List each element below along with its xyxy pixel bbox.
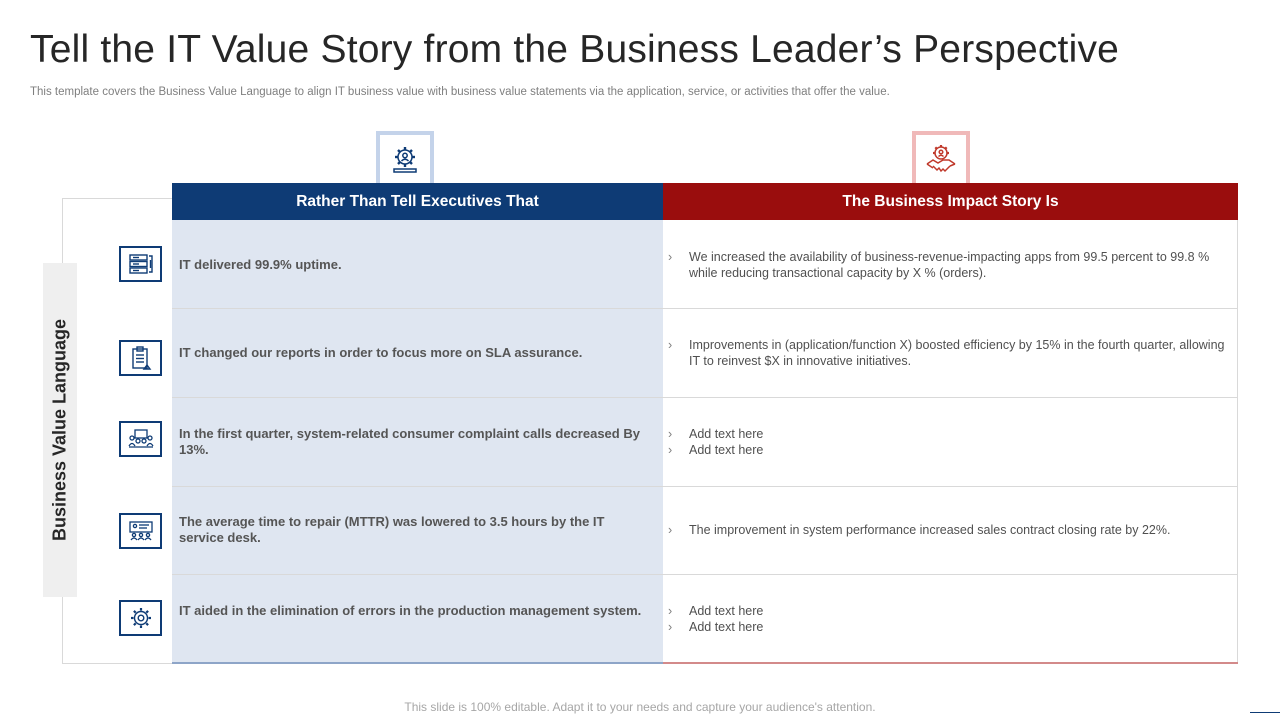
- row-divider: [172, 397, 1238, 398]
- row-2-left-text: IT changed our reports in order to focus more on SLA assurance.: [179, 345, 583, 360]
- left-column-header: Rather Than Tell Executives That: [172, 183, 663, 220]
- left-column-bottom-line: [172, 662, 663, 664]
- row-4-right-text: › The improvement in system performance increased sales contract closing rate by 22%.: [668, 523, 1171, 537]
- row-3-icon-frame: [119, 421, 162, 457]
- row-5-right-text: › Add text here › Add text here: [668, 604, 764, 634]
- bullet-chevron-icon: ›: [668, 427, 673, 441]
- handshake-gear-icon: [924, 143, 958, 177]
- right-column-header: The Business Impact Story Is: [663, 183, 1238, 220]
- bullet-chevron-icon: ›: [668, 604, 673, 618]
- bullet-chevron-icon: ›: [668, 443, 673, 457]
- left-header-icon-frame: [376, 131, 434, 189]
- slide-subtitle: This template covers the Business Value Language to align IT business value with business value statements via the application, service, or activities that offer the value.: [30, 86, 890, 98]
- row-5-icon-frame: [119, 600, 162, 636]
- table-right-border: [1237, 220, 1238, 662]
- bullet-chevron-icon: ›: [668, 338, 673, 352]
- right-header-icon-frame: [912, 131, 970, 189]
- side-label: Business Value Language: [49, 318, 70, 542]
- bullet-chevron-icon: ›: [668, 620, 673, 634]
- server-rack-icon: [128, 253, 154, 275]
- row-4-left-text: The average time to repair (MTTR) was lowered to 3.5 hours by the IT service desk.: [179, 514, 605, 545]
- gear-worker-icon: [388, 143, 422, 177]
- clipboard-report-icon: [130, 345, 152, 371]
- slide-footer: This slide is 100% editable. Adapt it to your needs and capture your audience's attention.: [404, 700, 876, 714]
- meeting-people-icon: [127, 428, 155, 450]
- row-1-left-text: IT delivered 99.9% uptime.: [179, 257, 342, 272]
- bullet-chevron-icon: ›: [668, 250, 673, 264]
- bullet-chevron-icon: ›: [668, 523, 673, 537]
- service-desk-icon: [127, 520, 155, 542]
- row-4-icon-frame: [119, 513, 162, 549]
- right-column-bottom-line: [663, 662, 1238, 664]
- row-2-right-text: › Improvements in (application/function X) boosted efficiency by 15% in the fourth quarter, allowing IT to reinvest $X in innovative initiatives.: [668, 338, 1225, 368]
- row-1-right-text: › We increased the availability of business-revenue-impacting apps from 99.5 percent to 99.8 % while reducing transactional capacity by X % (orders).: [668, 250, 1210, 280]
- row-divider: [172, 574, 1238, 575]
- corner-accent-line: [1250, 712, 1280, 713]
- row-2-icon-frame: [119, 340, 162, 376]
- row-3-left-text: In the first quarter, system-related consumer complaint calls decreased By 13%.: [179, 426, 640, 457]
- row-divider: [172, 486, 1238, 487]
- settings-cog-icon: [129, 606, 153, 630]
- row-3-right-text: › Add text here › Add text here: [668, 427, 764, 457]
- slide-title: Tell the IT Value Story from the Business Leader’s Perspective: [30, 28, 1120, 71]
- row-divider: [172, 308, 1238, 309]
- row-1-icon-frame: [119, 246, 162, 282]
- row-5-left-text: IT aided in the elimination of errors in the production management system.: [179, 603, 642, 618]
